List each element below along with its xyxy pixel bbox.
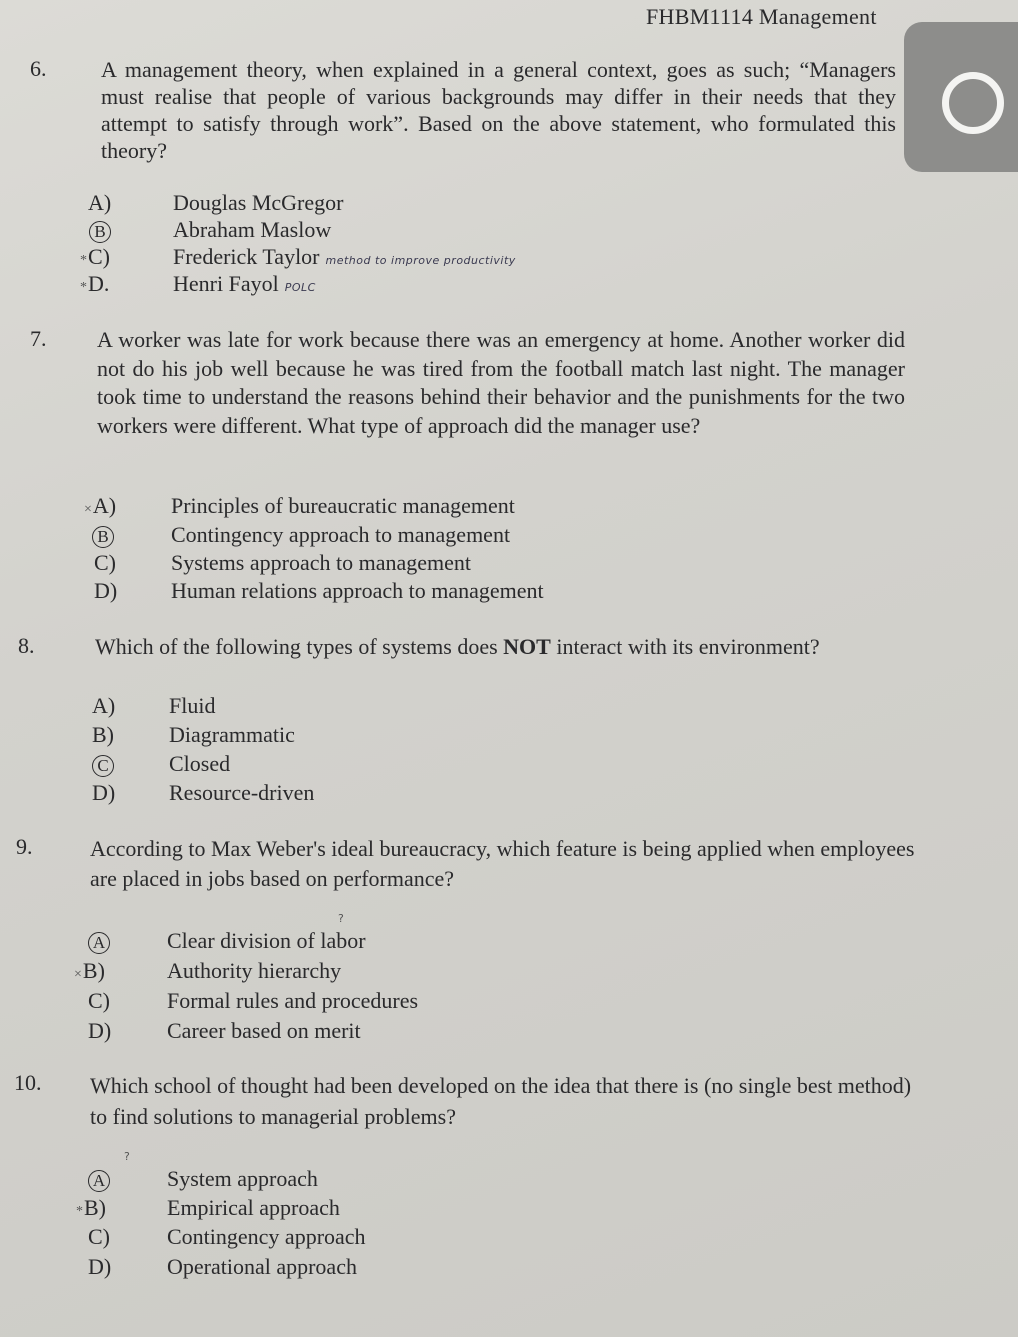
option-text: Abraham Maslow [173, 217, 332, 242]
option-text: Contingency approach to management [171, 522, 511, 547]
circled-answer-mark: A [88, 932, 110, 954]
option-text: Clear division of labor [167, 928, 366, 953]
option-text: Systems approach to management [171, 550, 471, 575]
question-10 [14, 1070, 934, 1290]
option-letter: C) [88, 988, 110, 1013]
question-number: 6. [30, 56, 47, 81]
option-letter: A) [88, 190, 112, 215]
camera-shutter-overlay[interactable] [904, 22, 1018, 172]
question-7 [30, 326, 910, 616]
option-letter: B) [84, 1195, 106, 1220]
question-text: A worker was late for work because there was an emergency at home. Another worker did not do his job well because he was tired from the football match last night. The manager took time to understand the reasons behind their behavior and the punishments for the two workers were different. What type of approach did the manager use? [97, 327, 905, 438]
question-text: Which school of thought had been developed on the idea that there is (no single best method) to find solutions to managerial problems? [90, 1073, 912, 1129]
question-number: 10. [14, 1070, 42, 1095]
cross-mark: × [84, 502, 92, 517]
question-number: 7. [30, 326, 47, 351]
course-header: FHBM1114 Management [646, 4, 877, 29]
handwritten-note: method to improve productivity [325, 254, 516, 267]
option-text: Contingency approach [167, 1224, 366, 1249]
pencil-mark: * [80, 253, 87, 268]
shutter-button-icon[interactable] [942, 72, 1004, 134]
emphasis-text: NOT [503, 634, 551, 659]
option-text: Principles of bureaucratic management [171, 493, 515, 518]
question-text: According to Max Weber's ideal bureaucracy, which feature is being applied when employees are placed in jobs based on performance? [90, 836, 915, 891]
option-letter: C) [88, 1224, 110, 1249]
question-number: 8. [18, 633, 35, 658]
option-letter: D) [92, 780, 116, 805]
pencil-mark: * [76, 1204, 83, 1219]
option-letter: D) [94, 578, 118, 603]
question-6 [30, 56, 900, 296]
cross-mark: × [74, 967, 82, 982]
option-text: Fluid [169, 693, 216, 718]
option-text: System approach [167, 1166, 318, 1191]
option-letter: C) [94, 550, 116, 575]
question-number: 9. [16, 834, 33, 859]
question-mark-scribble: ? [124, 1150, 130, 1163]
option-text: Operational approach [167, 1254, 357, 1279]
option-text: Resource-driven [169, 780, 315, 805]
option-text: Career based on merit [167, 1018, 361, 1043]
option-letter: A) [92, 493, 117, 518]
question-text-part: interact with its environment? [550, 634, 820, 659]
option-text: Henri Fayol [173, 271, 279, 296]
option-letter: D) [88, 1254, 112, 1279]
option-text: Empirical approach [167, 1195, 340, 1220]
question-text [95, 633, 915, 660]
option-letter: D. [88, 271, 110, 296]
option-text: Formal rules and procedures [167, 988, 419, 1013]
option-letter: B) [82, 958, 105, 983]
question-text: A management theory, when explained in a general context, goes as such; “Managers must realise that people of various backgrounds may differ in their needs that they attempt to satisfy through work”. Based on the above statement, who formulated this theory? [101, 57, 896, 163]
handwritten-note: POLC [284, 281, 316, 294]
question-9 [16, 834, 926, 1054]
option-letter: A) [92, 693, 116, 718]
option-text: Diagrammatic [169, 722, 295, 747]
question-mark-scribble: ? [338, 912, 344, 925]
option-text: Human relations approach to management [171, 578, 544, 603]
pencil-mark: * [80, 280, 87, 295]
circled-answer-mark: A [88, 1170, 110, 1192]
option-letter: D) [88, 1018, 112, 1043]
circled-answer-mark: C [92, 755, 114, 777]
question-text-part: Which of the following types of systems does [95, 634, 504, 659]
question-8 [18, 633, 918, 813]
option-text: Authority hierarchy [167, 958, 342, 983]
circled-answer-mark: B [92, 526, 114, 548]
option-text: Closed [169, 751, 231, 776]
option-text: Douglas McGregor [173, 190, 344, 215]
option-text: Frederick Taylor [173, 244, 320, 269]
circled-answer-mark: B [89, 221, 111, 243]
option-letter: B) [92, 722, 114, 747]
option-letter: C) [88, 244, 110, 269]
